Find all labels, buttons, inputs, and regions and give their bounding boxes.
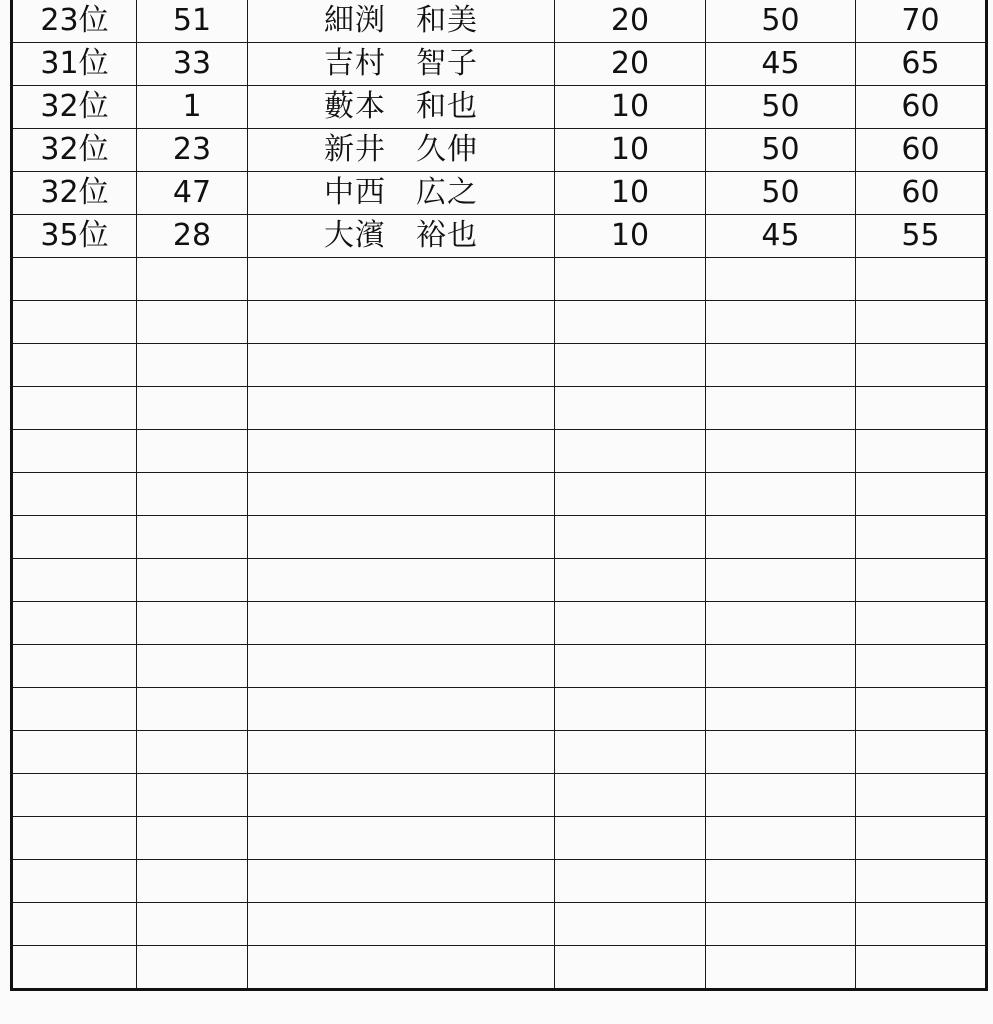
entry-number-cell: 28 [137,215,248,258]
score-1-cell: 10 [555,215,706,258]
empty-cell [706,903,856,946]
empty-cell [137,731,248,774]
empty-cell [137,301,248,344]
empty-cell [555,860,706,903]
empty-cell [12,301,137,344]
given-name: 和也 [416,89,478,124]
family-name: 藪本 [324,89,386,124]
empty-cell [137,387,248,430]
rank-cell: 32位 [12,172,137,215]
empty-cell [555,301,706,344]
rank-cell: 31位 [12,43,137,86]
score-1-cell: 20 [555,0,706,43]
empty-cell [555,645,706,688]
given-name: 智子 [416,46,478,81]
empty-cell [12,860,137,903]
empty-cell [12,344,137,387]
table-row [12,0,987,43]
empty-table-row [12,731,987,774]
empty-cell [137,430,248,473]
empty-cell [12,387,137,430]
player-name-cell [248,215,555,258]
given-name: 和美 [416,3,478,38]
empty-cell [248,817,555,860]
empty-cell [706,387,856,430]
empty-cell [137,817,248,860]
ranking-table [10,0,988,991]
empty-cell [856,602,987,645]
given-name: 広之 [416,175,478,210]
score-2-cell: 45 [706,215,856,258]
empty-cell [12,430,137,473]
total-cell: 60 [856,86,987,129]
empty-cell [137,258,248,301]
empty-cell [248,774,555,817]
empty-cell [248,860,555,903]
empty-cell [12,903,137,946]
score-1-cell: 20 [555,43,706,86]
total-cell: 60 [856,172,987,215]
empty-cell [12,559,137,602]
empty-cell [856,258,987,301]
empty-table-row [12,430,987,473]
total-cell: 65 [856,43,987,86]
empty-cell [856,860,987,903]
empty-cell [856,430,987,473]
empty-table-row [12,344,987,387]
empty-table-row [12,774,987,817]
entry-number-cell: 1 [137,86,248,129]
empty-cell [706,602,856,645]
player-name-cell [248,86,555,129]
empty-cell [555,473,706,516]
table-row [12,129,987,172]
empty-cell [248,946,555,990]
empty-cell [706,344,856,387]
player-name-cell [248,0,555,43]
family-name: 吉村 [324,46,386,81]
score-2-cell: 50 [706,0,856,43]
empty-cell [706,946,856,990]
empty-cell [856,344,987,387]
empty-cell [12,602,137,645]
family-name: 中西 [324,175,386,210]
empty-cell [248,559,555,602]
empty-table-row [12,688,987,731]
empty-cell [856,903,987,946]
empty-cell [555,731,706,774]
empty-cell [555,516,706,559]
score-2-cell: 45 [706,43,856,86]
empty-cell [248,301,555,344]
empty-cell [706,430,856,473]
empty-cell [137,688,248,731]
empty-cell [248,430,555,473]
empty-cell [137,559,248,602]
empty-cell [12,258,137,301]
empty-cell [856,817,987,860]
empty-cell [706,817,856,860]
empty-cell [137,774,248,817]
empty-cell [555,559,706,602]
rank-cell: 32位 [12,86,137,129]
empty-table-row [12,516,987,559]
empty-cell [137,946,248,990]
rank-cell: 23位 [12,0,137,43]
empty-cell [555,946,706,990]
entry-number-cell: 23 [137,129,248,172]
empty-cell [706,645,856,688]
empty-cell [137,602,248,645]
empty-cell [706,731,856,774]
player-name-cell [248,129,555,172]
empty-table-row [12,387,987,430]
empty-cell [248,688,555,731]
empty-cell [706,688,856,731]
empty-cell [856,516,987,559]
empty-cell [555,817,706,860]
entry-number-cell: 47 [137,172,248,215]
empty-cell [555,430,706,473]
empty-table-row [12,602,987,645]
family-name: 細渕 [324,3,386,38]
empty-cell [248,731,555,774]
empty-cell [248,602,555,645]
empty-cell [856,731,987,774]
empty-table-row [12,946,987,990]
empty-cell [12,688,137,731]
empty-cell [856,774,987,817]
empty-cell [706,301,856,344]
entry-number-cell: 33 [137,43,248,86]
table-row [12,172,987,215]
rank-cell: 35位 [12,215,137,258]
empty-cell [555,344,706,387]
empty-cell [137,645,248,688]
empty-cell [137,344,248,387]
empty-cell [137,516,248,559]
empty-cell [248,387,555,430]
empty-cell [706,258,856,301]
empty-cell [12,645,137,688]
empty-cell [137,473,248,516]
empty-cell [856,473,987,516]
empty-cell [555,387,706,430]
empty-cell [248,473,555,516]
empty-cell [706,860,856,903]
empty-cell [12,946,137,990]
rank-cell: 32位 [12,129,137,172]
score-2-cell: 50 [706,86,856,129]
score-1-cell: 10 [555,86,706,129]
empty-table-row [12,473,987,516]
score-1-cell: 10 [555,172,706,215]
empty-cell [856,946,987,990]
total-cell: 55 [856,215,987,258]
empty-cell [856,559,987,602]
empty-table-row [12,645,987,688]
table-row [12,215,987,258]
empty-cell [12,731,137,774]
family-name: 大濱 [324,218,386,253]
empty-cell [706,473,856,516]
empty-cell [248,516,555,559]
empty-cell [555,774,706,817]
empty-cell [706,774,856,817]
score-1-cell: 10 [555,129,706,172]
table-row [12,43,987,86]
player-name-cell [248,172,555,215]
empty-cell [555,258,706,301]
total-cell: 60 [856,129,987,172]
empty-cell [12,516,137,559]
entry-number-cell: 51 [137,0,248,43]
empty-cell [248,344,555,387]
empty-cell [137,903,248,946]
given-name: 久伸 [416,132,478,167]
empty-cell [12,817,137,860]
empty-table-row [12,860,987,903]
empty-cell [856,387,987,430]
empty-cell [706,516,856,559]
empty-cell [555,688,706,731]
empty-table-row [12,559,987,602]
empty-table-row [12,301,987,344]
table-row [12,86,987,129]
empty-cell [12,473,137,516]
empty-cell [248,645,555,688]
empty-cell [856,301,987,344]
empty-cell [555,602,706,645]
empty-cell [248,903,555,946]
empty-table-row [12,903,987,946]
given-name: 裕也 [416,218,478,253]
empty-cell [12,774,137,817]
family-name: 新井 [324,132,386,167]
empty-table-row [12,817,987,860]
empty-cell [856,645,987,688]
player-name-cell [248,43,555,86]
empty-cell [555,903,706,946]
score-2-cell: 50 [706,129,856,172]
empty-cell [137,860,248,903]
empty-cell [248,258,555,301]
score-2-cell: 50 [706,172,856,215]
total-cell: 70 [856,0,987,43]
empty-cell [706,559,856,602]
empty-table-row [12,258,987,301]
ranking-table-body [12,0,987,990]
empty-cell [856,688,987,731]
